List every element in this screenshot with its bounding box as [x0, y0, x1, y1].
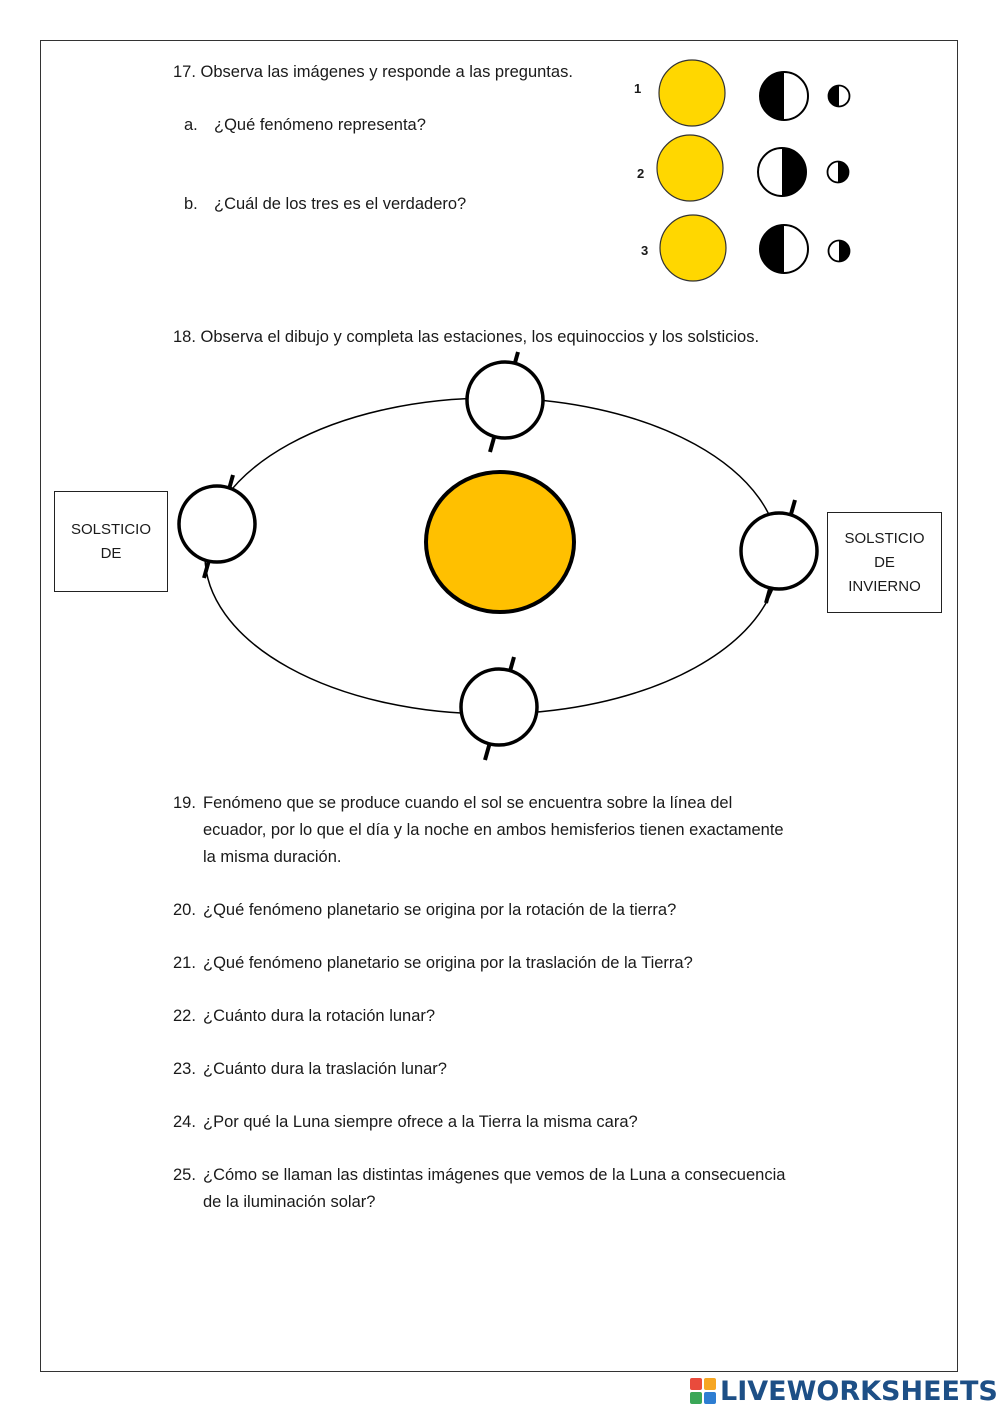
solstice-box-left-line1: SOLSTICIO [70, 520, 152, 538]
q24-text: ¿Por qué la Luna siempre ofrece a la Tierra la misma cara? [203, 1113, 638, 1131]
q17-b-text: ¿Cuál de los tres es el verdadero? [214, 195, 467, 213]
liveworksheets-brand[interactable] [690, 1374, 998, 1408]
q22-num: 22. [173, 1007, 196, 1025]
q23-num: 23. [173, 1060, 196, 1078]
q20-text: ¿Qué fenómeno planetario se origina por la rotación de la tierra? [203, 901, 677, 919]
liveworksheets-text: LIVEWORKSHEETS [720, 1375, 998, 1407]
earth-right-icon [741, 500, 817, 603]
q24 [173, 1109, 638, 1136]
solstice-box-left[interactable] [54, 491, 168, 592]
q17-b-label: b. [184, 195, 198, 213]
q19-line3: la misma duración. [203, 848, 342, 866]
q20-num: 20. [173, 901, 196, 919]
row-label-3: 3 [641, 243, 649, 258]
q24-num: 24. [173, 1113, 196, 1131]
solstice-box-right-line3: INVIERNO [848, 577, 921, 595]
q25-line2: de la iluminación solar? [203, 1193, 376, 1211]
liveworksheets-logo-icon [690, 1378, 716, 1404]
q25-num: 25. [173, 1166, 196, 1184]
solstice-box-right-line2: DE [874, 553, 895, 571]
q21-num: 21. [173, 954, 196, 972]
q20 [173, 897, 676, 924]
q23-text: ¿Cuánto dura la traslación lunar? [203, 1060, 447, 1078]
q17-a-text: ¿Qué fenómeno representa? [214, 116, 426, 134]
q18-prompt: 18. Observa el dibujo y completa las estaciones, los equinoccios y los solsticios. [173, 328, 760, 346]
row-label-2: 2 [637, 166, 645, 181]
q19-num: 19. [173, 794, 196, 812]
sun-icon [426, 472, 574, 612]
q19 [173, 790, 784, 871]
q19-line1: Fenómeno que se produce cuando el sol se encuentra sobre la línea del [203, 794, 733, 812]
q21 [173, 950, 693, 977]
q23 [173, 1056, 447, 1083]
q22 [173, 1003, 435, 1030]
row-label-1: 1 [634, 81, 642, 96]
q22-text: ¿Cuánto dura la rotación lunar? [203, 1007, 436, 1025]
q25 [173, 1162, 785, 1216]
q17-prompt: 17. Observa las imágenes y responde a las preguntas. [173, 63, 573, 81]
q25-line1: ¿Cómo se llaman las distintas imágenes que vemos de la Luna a consecuencia [203, 1166, 786, 1184]
earth-left-icon [179, 475, 255, 578]
q19-line2: ecuador, por lo que el día y la noche en ambos hemisferios tienen exactamente [203, 821, 784, 839]
solstice-box-right-line1: SOLSTICIO [844, 529, 925, 547]
solstice-box-left-line2: DE [100, 544, 122, 562]
earth-bottom-icon [461, 657, 537, 760]
earth-top-icon [467, 352, 543, 452]
solstice-box-right[interactable] [827, 512, 942, 613]
q21-text: ¿Qué fenómeno planetario se origina por la traslación de la Tierra? [203, 954, 693, 972]
q17-a-label: a. [184, 116, 198, 134]
